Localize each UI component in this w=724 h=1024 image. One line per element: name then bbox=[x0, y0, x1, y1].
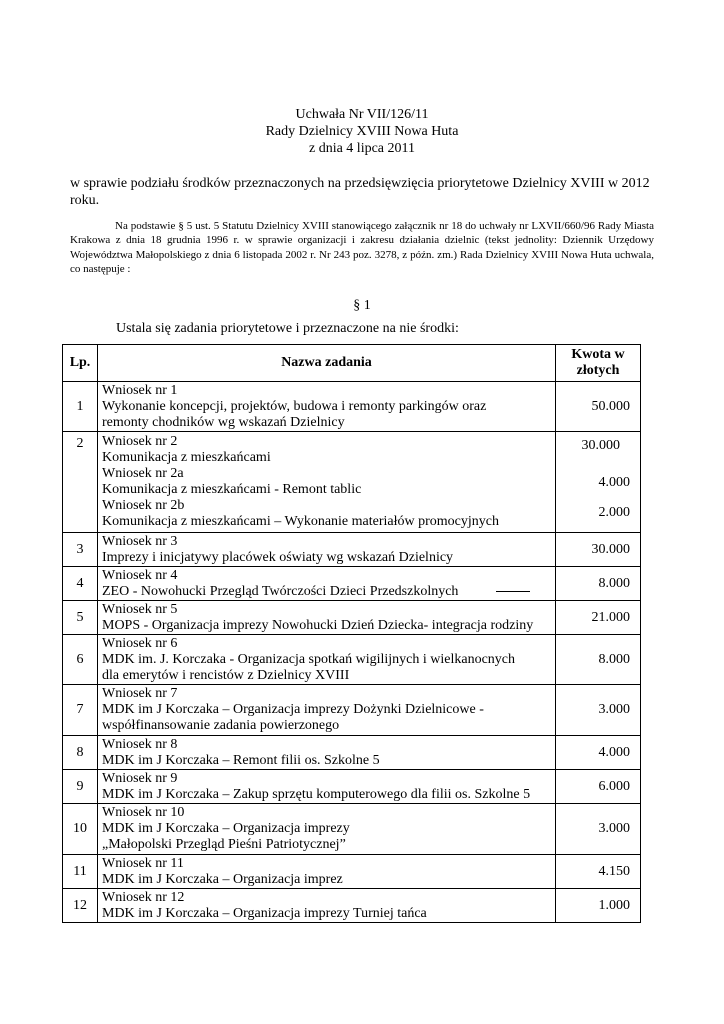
task-line: Wniosek nr 6 bbox=[102, 635, 178, 651]
task-line: Wniosek nr 1 bbox=[102, 382, 178, 398]
row-number: 3 bbox=[63, 533, 98, 567]
task-description bbox=[98, 685, 556, 736]
task-description bbox=[98, 432, 556, 533]
task-line: MDK im J Korczaka – Remont filii os. Szkolne 5 bbox=[102, 752, 380, 768]
task-line: dla emerytów i rencistów z Dzielnicy XVIII bbox=[102, 667, 350, 683]
table-row bbox=[63, 635, 641, 685]
task-amount: 3.000 bbox=[556, 804, 641, 855]
task-description bbox=[98, 533, 556, 567]
row-number: 8 bbox=[63, 736, 98, 770]
row-number: 6 bbox=[63, 635, 98, 685]
task-amount: 8.000 bbox=[556, 567, 641, 601]
task-amount-group bbox=[556, 432, 641, 533]
task-line: remonty chodników wg wskazań Dzielnicy bbox=[102, 414, 345, 430]
task-line: Komunikacja z mieszkańcami - Remont tablic bbox=[102, 482, 362, 497]
table-row bbox=[63, 685, 641, 736]
task-amount: 6.000 bbox=[556, 770, 641, 804]
task-amount: 4.000 bbox=[556, 736, 641, 770]
council-name: Rady Dzielnicy XVIII Nowa Huta bbox=[265, 124, 459, 139]
header-lp: Lp. bbox=[63, 345, 98, 382]
task-description bbox=[98, 635, 556, 685]
dash-rule bbox=[496, 591, 530, 592]
task-line: Wykonanie koncepcji, projektów, budowa i remonty parkingów oraz bbox=[102, 398, 487, 414]
task-line: MDK im. J. Korczaka - Organizacja spotkań wigilijnych i wielkanocnych bbox=[102, 651, 516, 667]
task-line: Wniosek nr 2 bbox=[102, 434, 178, 449]
task-amount: 30.000 bbox=[581, 438, 620, 453]
resolution-subject: w sprawie podziału środków przeznaczonych na przedsięwzięcia priorytetowe Dzielnicy XVIII w 2012 roku. bbox=[70, 176, 650, 208]
row-number: 4 bbox=[63, 567, 98, 601]
row-number: 9 bbox=[63, 770, 98, 804]
task-description bbox=[98, 889, 556, 923]
paragraph-mark: § 1 bbox=[353, 298, 371, 313]
row-number: 1 bbox=[63, 382, 98, 432]
task-line: Wniosek nr 3 bbox=[102, 533, 178, 549]
task-line: Wniosek nr 2b bbox=[102, 498, 185, 513]
header-task-name: Nazwa zadania bbox=[98, 345, 556, 382]
task-line: Wniosek nr 5 bbox=[102, 601, 178, 617]
table-row bbox=[63, 889, 641, 923]
task-description bbox=[98, 567, 556, 601]
task-line: Wniosek nr 2a bbox=[102, 466, 184, 481]
table-row bbox=[63, 736, 641, 770]
table-row bbox=[63, 855, 641, 889]
task-description bbox=[98, 382, 556, 432]
table-row bbox=[63, 601, 641, 635]
table-row bbox=[63, 382, 641, 432]
task-amount: 21.000 bbox=[556, 601, 641, 635]
row-number: 11 bbox=[63, 855, 98, 889]
table-row bbox=[63, 567, 641, 601]
task-line: MDK im J Korczaka – Organizacja imprezy bbox=[102, 821, 350, 836]
task-line: MDK im J Korczaka – Organizacja imprezy Dożynki Dzielnicowe - bbox=[102, 702, 484, 717]
task-description bbox=[98, 601, 556, 635]
task-line: MDK im J Korczaka – Zakup sprzętu komputerowego dla filii os. Szkolne 5 bbox=[102, 786, 531, 802]
task-line: „Małopolski Przegląd Pieśni Patriotycznej” bbox=[102, 837, 346, 852]
task-amount: 3.000 bbox=[556, 685, 641, 736]
task-description bbox=[98, 770, 556, 804]
task-line: Wniosek nr 9 bbox=[102, 770, 178, 786]
task-amount: 30.000 bbox=[556, 533, 641, 567]
table-header-row bbox=[63, 345, 641, 382]
task-line: współfinansowanie zadania powierzonego bbox=[102, 718, 340, 733]
legal-basis: Na podstawie § 5 ust. 5 Statutu Dzielnicy XVIII stanowiącego załącznik nr 18 do uchwały nr LXVII/660/96 Rady Miasta Krakowa z dnia 18 grudnia 1996 r. w sprawie organizacji i zakresu działania dzielnic (tekst jednolity: Dziennik Urzędowy Województwa Małopolskiego z dnia 6 listopada 2002 r. Nr 243 poz. 3278, z późn. zm.) Rada Dzielnicy XVIII Nowa Huta uchwala, co następuje : bbox=[70, 220, 654, 275]
table-row bbox=[63, 432, 641, 533]
task-line: Wniosek nr 4 bbox=[102, 567, 178, 583]
task-line: Komunikacja z mieszkańcami – Wykonanie materiałów promocyjnych bbox=[102, 514, 499, 529]
header-amount: Kwota w złotych bbox=[556, 345, 641, 382]
task-line: MDK im J Korczaka – Organizacja imprezy Turniej tańca bbox=[102, 905, 427, 921]
table-row bbox=[63, 533, 641, 567]
task-amount: 1.000 bbox=[556, 889, 641, 923]
task-line: Wniosek nr 12 bbox=[102, 889, 185, 905]
task-amount: 4.000 bbox=[598, 475, 630, 490]
task-amount: 4.150 bbox=[556, 855, 641, 889]
task-line: Komunikacja z mieszkańcami bbox=[102, 450, 271, 465]
row-number: 12 bbox=[63, 889, 98, 923]
task-line: Wniosek nr 8 bbox=[102, 736, 178, 752]
task-description bbox=[98, 736, 556, 770]
row-number: 7 bbox=[63, 685, 98, 736]
task-amount: 2.000 bbox=[598, 505, 630, 520]
task-line: Wniosek nr 11 bbox=[102, 855, 184, 871]
table-row bbox=[63, 804, 641, 855]
task-amount: 50.000 bbox=[556, 382, 641, 432]
intro-text: Ustala się zadania priorytetowe i przeznaczone na nie środki: bbox=[116, 321, 459, 336]
task-description bbox=[98, 804, 556, 855]
task-description bbox=[98, 855, 556, 889]
task-line: MDK im J Korczaka – Organizacja imprez bbox=[102, 871, 343, 887]
row-number: 2 bbox=[63, 432, 98, 533]
task-line: MOPS - Organizacja imprezy Nowohucki Dzień Dziecka- integracja rodziny bbox=[102, 617, 534, 633]
row-number: 10 bbox=[63, 804, 98, 855]
resolution-number: Uchwała Nr VII/126/11 bbox=[295, 107, 429, 122]
task-line: ZEO - Nowohucki Przegląd Twórczości Dzieci Przedszkolnych bbox=[102, 583, 459, 599]
resolution-date: z dnia 4 lipca 2011 bbox=[308, 141, 415, 156]
task-line: Wniosek nr 7 bbox=[102, 686, 178, 701]
tasks-table bbox=[62, 344, 641, 923]
task-amount: 8.000 bbox=[556, 635, 641, 685]
task-line: Imprezy i inicjatywy placówek oświaty wg wskazań Dzielnicy bbox=[102, 549, 454, 565]
table-row bbox=[63, 770, 641, 804]
row-number: 5 bbox=[63, 601, 98, 635]
task-line: Wniosek nr 10 bbox=[102, 805, 185, 820]
